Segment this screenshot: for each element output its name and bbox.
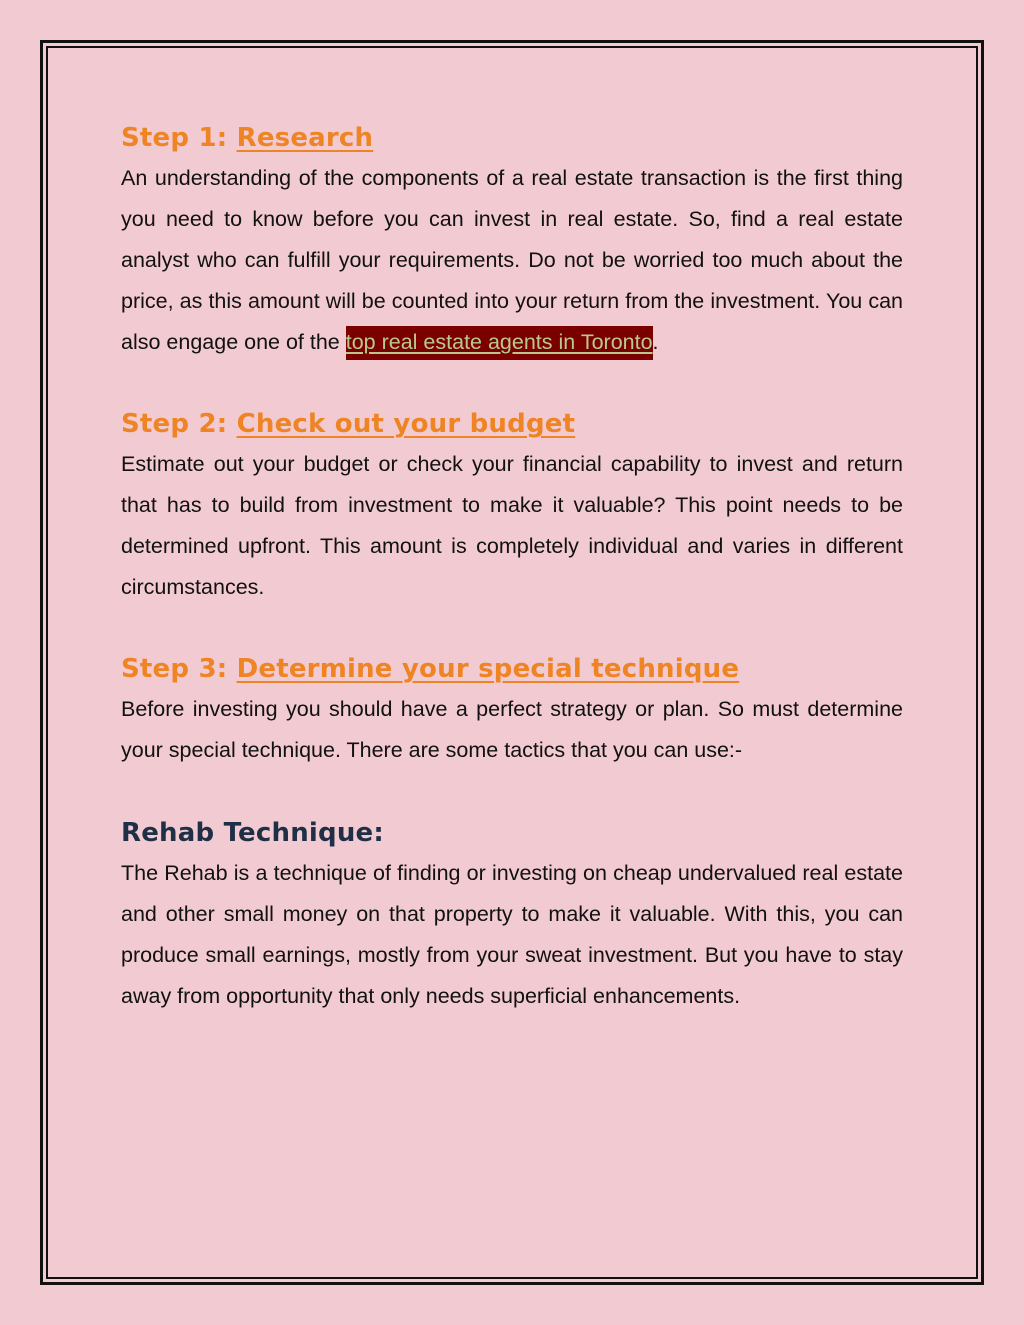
step1-heading (121, 118, 903, 158)
step1-prefix: Step 1: (121, 123, 237, 153)
toronto-agents-link[interactable]: top real estate agents in Toronto (346, 326, 653, 360)
rehab-section (121, 813, 903, 1017)
step3-paragraph: Before investing you should have a perfect strategy or plan. So must determine your special technique. There are some tactics that you can use:- (121, 697, 903, 762)
step3-heading (121, 649, 903, 689)
technique-link[interactable]: Determine your special technique (236, 654, 740, 684)
step2-heading (121, 404, 903, 444)
step1-period: . (652, 330, 659, 354)
step1-text: An understanding of the components of a real estate transaction is the first thing you need to know before you can invest in real estate. So, find a real estate analyst who can fulfill your requirements. Do not be worried too much about the price, as this amount will be counted into your return from the investment. You can also engage one of the (121, 166, 903, 354)
step2-section (121, 404, 903, 608)
step3-prefix: Step 3: (121, 654, 237, 684)
budget-link[interactable]: Check out your budget (236, 409, 576, 439)
research-link[interactable]: Research (236, 123, 374, 153)
step2-paragraph: Estimate out your budget or check your financial capability to invest and return that has to build from investment to make it valuable? This point needs to be determined upfront. This amount is completely individual and varies in different circumstances. (121, 452, 903, 599)
document-body (121, 118, 903, 1017)
rehab-paragraph: The Rehab is a technique of finding or investing on cheap undervalued real estate and other small money on that property to make it valuable. With this, you can produce small earnings, mostly from your sweat investment. But you have to stay away from opportunity that only needs superficial enhancements. (121, 861, 903, 1008)
step1-section (121, 118, 903, 363)
step3-section (121, 649, 903, 771)
rehab-heading: Rehab Technique: (121, 818, 384, 848)
step2-prefix: Step 2: (121, 409, 237, 439)
step1-paragraph (121, 158, 903, 363)
